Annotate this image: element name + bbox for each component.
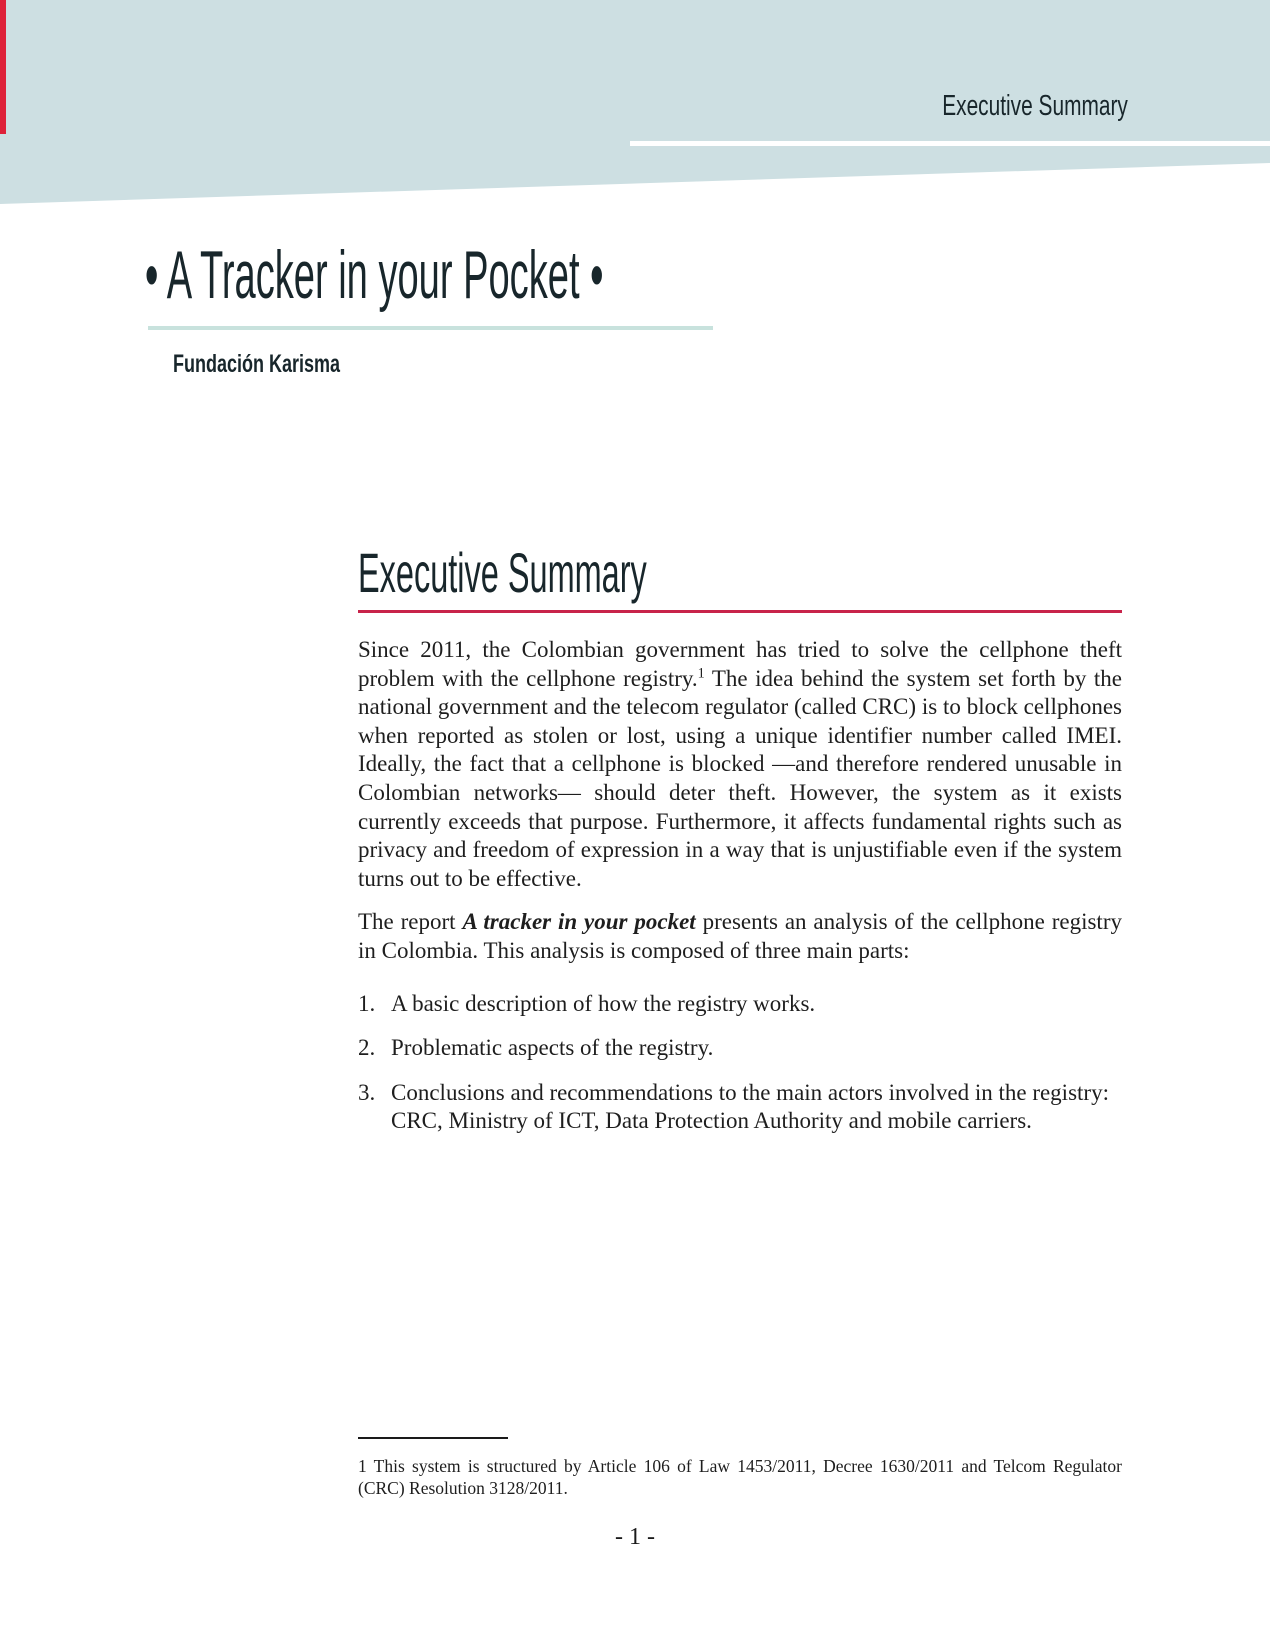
report-title-emphasis: A tracker in your pocket	[462, 909, 696, 935]
list-item-text: Conclusions and recommendations to the main actors involved in the registry: CRC, Ministry of ICT, Data Protection Authority and mobile carriers.	[391, 1079, 1109, 1134]
paragraph-intro-continued: The idea behind the system set forth by the national government and the telecom regulator (called CRC) is to block cellphones when reported as stolen or lost, using a unique identifier number called IMEI. Ideally, the fact that a cellphone is blocked —and therefore rendered unusable in Colombian networks— should deter theft. However, the system as it exists currently exceeds that purpose. Furthermore, it affects fundamental rights such as privacy and freedom of expression in a way that is unjustifiable even if the system turns out to be effective.	[358, 665, 1122, 891]
paragraph-intro	[358, 636, 1122, 893]
footnote-marker: 1	[358, 1456, 367, 1476]
footnote-separator	[358, 1437, 508, 1439]
list-item-number: 3.	[358, 1079, 376, 1105]
heading-underline	[358, 610, 1122, 613]
footnote	[358, 1456, 1122, 1500]
footnote-body: This system is structured by Article 106 of Law 1453/2011, Decree 1630/2011 and Telcom Regulator (CRC) Resolution 3128/2011.	[358, 1456, 1122, 1498]
footnote-reference: 1	[697, 664, 705, 681]
paragraph-report	[358, 908, 1122, 965]
document-title: • A Tracker in your Pocket •	[145, 237, 604, 313]
organization-name: Fundación Karisma	[173, 350, 341, 378]
list-item-number: 2.	[358, 1035, 376, 1061]
main-content	[358, 541, 1122, 1152]
red-accent-stripe	[0, 0, 6, 134]
paragraph-report-prefix: The report	[358, 909, 463, 935]
paragraph-intro-text: Since 2011, the Colombian government has tried to solve the cellphone theft problem with the cellphone registry.	[358, 637, 1122, 691]
paragraph-report-suffix: presents an analysis of the cellphone registry in Colombia. This analysis is composed of three main parts:	[358, 909, 1122, 963]
list-item	[358, 1079, 1122, 1136]
title-underline	[148, 326, 713, 330]
footnote-area	[358, 1437, 1122, 1500]
list-item	[358, 1034, 1122, 1063]
section-heading: Executive Summary	[358, 541, 647, 604]
header-underline	[630, 141, 1270, 146]
list-item	[358, 990, 1122, 1019]
list-item-text: A basic description of how the registry works.	[391, 990, 816, 1016]
list-item-number: 1.	[358, 990, 376, 1016]
numbered-list	[358, 990, 1122, 1136]
list-item-text: Problematic aspects of the registry.	[391, 1035, 714, 1061]
running-header-label: Executive Summary	[942, 90, 1128, 122]
page-number: - 1 -	[615, 1524, 655, 1550]
